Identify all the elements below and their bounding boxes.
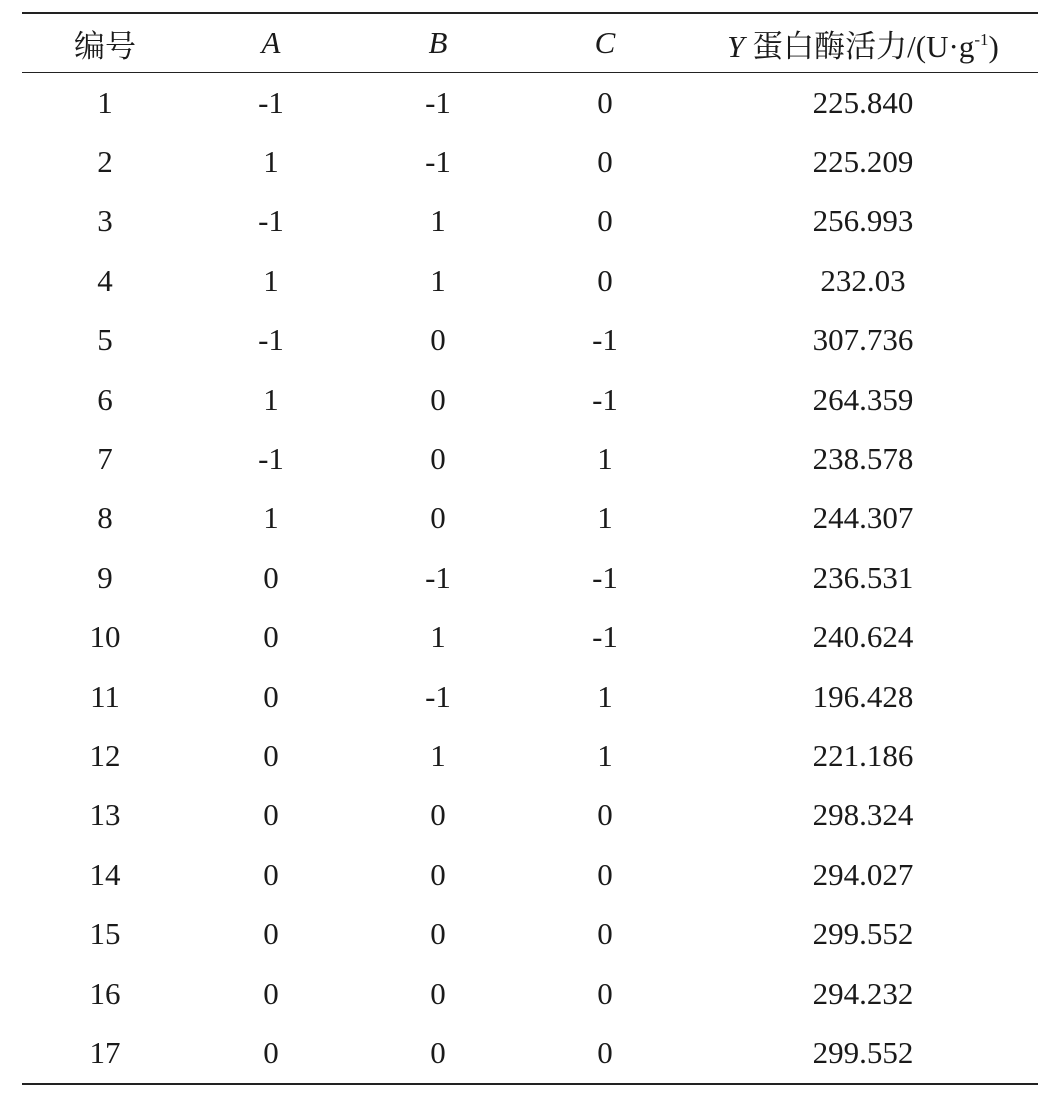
cell-b: 0 bbox=[430, 975, 446, 1011]
table-row bbox=[22, 311, 1038, 370]
table-row bbox=[22, 73, 1038, 132]
cell-a: 1 bbox=[263, 381, 279, 417]
cell-c: 1 bbox=[597, 500, 613, 536]
cell-a: 0 bbox=[263, 619, 279, 655]
cell-a: -1 bbox=[258, 322, 284, 358]
cell-id: 13 bbox=[89, 797, 121, 833]
table-row bbox=[22, 489, 1038, 548]
table-row bbox=[22, 548, 1038, 607]
table-row bbox=[22, 726, 1038, 785]
table-row bbox=[22, 370, 1038, 429]
cell-id: 4 bbox=[97, 262, 113, 298]
cell-id: 2 bbox=[97, 144, 113, 180]
cell-c: 0 bbox=[597, 84, 613, 120]
cell-b: -1 bbox=[425, 559, 451, 595]
cell-a: 0 bbox=[263, 678, 279, 714]
cell-id: 1 bbox=[97, 84, 113, 120]
cell-c: 0 bbox=[597, 144, 613, 180]
cell-id: 7 bbox=[97, 441, 113, 477]
cell-a: 0 bbox=[263, 559, 279, 595]
header-id: 编号 bbox=[74, 28, 136, 64]
cell-b: 0 bbox=[430, 322, 446, 358]
table-row bbox=[22, 904, 1038, 963]
table-row bbox=[22, 786, 1038, 845]
table-body bbox=[22, 73, 1038, 1083]
table-row bbox=[22, 251, 1038, 310]
cell-y: 238.578 bbox=[812, 441, 914, 477]
cell-id: 16 bbox=[89, 975, 121, 1011]
cell-c: -1 bbox=[592, 559, 618, 595]
cell-y: 294.027 bbox=[812, 856, 914, 892]
cell-c: 0 bbox=[597, 916, 613, 952]
table-header-row bbox=[22, 14, 1038, 72]
cell-b: 0 bbox=[430, 916, 446, 952]
bottom-rule bbox=[22, 1083, 1038, 1085]
cell-a: 1 bbox=[263, 144, 279, 180]
cell-y: 299.552 bbox=[812, 1034, 914, 1070]
cell-y: 225.209 bbox=[812, 144, 914, 180]
cell-a: 0 bbox=[263, 737, 279, 773]
cell-c: -1 bbox=[592, 619, 618, 655]
table-row bbox=[22, 608, 1038, 667]
table-row bbox=[22, 845, 1038, 904]
cell-b: 0 bbox=[430, 1034, 446, 1070]
table-row bbox=[22, 964, 1038, 1023]
cell-y: 221.186 bbox=[812, 737, 914, 773]
cell-a: 0 bbox=[263, 856, 279, 892]
cell-c: 1 bbox=[597, 737, 613, 773]
cell-b: -1 bbox=[425, 84, 451, 120]
cell-y: 225.840 bbox=[812, 84, 914, 120]
cell-id: 14 bbox=[89, 856, 121, 892]
header-a: A bbox=[261, 25, 281, 60]
cell-b: 0 bbox=[430, 381, 446, 417]
cell-y: 244.307 bbox=[812, 500, 914, 536]
cell-id: 17 bbox=[89, 1034, 121, 1070]
cell-y: 307.736 bbox=[812, 322, 914, 358]
cell-c: 0 bbox=[597, 975, 613, 1011]
cell-id: 9 bbox=[97, 559, 113, 595]
cell-b: 1 bbox=[430, 262, 446, 298]
header-y bbox=[688, 21, 1038, 66]
table-row bbox=[22, 1023, 1038, 1082]
table-row bbox=[22, 192, 1038, 251]
cell-b: 1 bbox=[430, 619, 446, 655]
cell-a: 0 bbox=[263, 1034, 279, 1070]
cell-a: 0 bbox=[263, 797, 279, 833]
cell-id: 15 bbox=[89, 916, 121, 952]
cell-c: 0 bbox=[597, 797, 613, 833]
cell-y: 196.428 bbox=[812, 678, 914, 714]
cell-b: -1 bbox=[425, 678, 451, 714]
cell-a: -1 bbox=[258, 203, 284, 239]
cell-y: 240.624 bbox=[812, 619, 914, 655]
table-row bbox=[22, 429, 1038, 488]
cell-b: 0 bbox=[430, 500, 446, 536]
cell-y: 294.232 bbox=[812, 975, 914, 1011]
cell-a: 0 bbox=[263, 975, 279, 1011]
cell-b: 1 bbox=[430, 203, 446, 239]
header-y-close: ) bbox=[988, 28, 999, 64]
cell-c: 1 bbox=[597, 678, 613, 714]
cell-c: 0 bbox=[597, 856, 613, 892]
cell-y: 232.03 bbox=[820, 262, 906, 298]
cell-b: 0 bbox=[430, 856, 446, 892]
cell-id: 10 bbox=[89, 619, 121, 655]
cell-b: 1 bbox=[430, 737, 446, 773]
header-c: C bbox=[594, 25, 616, 60]
cell-id: 5 bbox=[97, 322, 113, 358]
cell-a: 1 bbox=[263, 500, 279, 536]
cell-b: -1 bbox=[425, 144, 451, 180]
cell-b: 0 bbox=[430, 797, 446, 833]
cell-a: -1 bbox=[258, 84, 284, 120]
data-table bbox=[22, 12, 1038, 1085]
cell-a: 1 bbox=[263, 262, 279, 298]
cell-y: 236.531 bbox=[812, 559, 914, 595]
header-b: B bbox=[428, 25, 448, 60]
cell-c: 1 bbox=[597, 441, 613, 477]
table-row bbox=[22, 132, 1038, 191]
cell-c: -1 bbox=[592, 381, 618, 417]
cell-b: 0 bbox=[430, 441, 446, 477]
header-y-label: 蛋白酶活力/(U·g bbox=[744, 28, 975, 64]
cell-c: 0 bbox=[597, 1034, 613, 1070]
header-y-symbol: Y bbox=[727, 28, 745, 64]
cell-y: 298.324 bbox=[812, 797, 914, 833]
table-row bbox=[22, 667, 1038, 726]
cell-id: 6 bbox=[97, 381, 113, 417]
cell-y: 256.993 bbox=[812, 203, 914, 239]
cell-c: 0 bbox=[597, 203, 613, 239]
header-y-sup: -1 bbox=[974, 29, 989, 49]
cell-id: 11 bbox=[90, 678, 120, 714]
cell-id: 8 bbox=[97, 500, 113, 536]
cell-y: 264.359 bbox=[812, 381, 914, 417]
cell-a: 0 bbox=[263, 916, 279, 952]
cell-c: -1 bbox=[592, 322, 618, 358]
cell-id: 3 bbox=[97, 203, 113, 239]
cell-y: 299.552 bbox=[812, 916, 914, 952]
cell-c: 0 bbox=[597, 262, 613, 298]
cell-id: 12 bbox=[89, 737, 121, 773]
cell-a: -1 bbox=[258, 441, 284, 477]
